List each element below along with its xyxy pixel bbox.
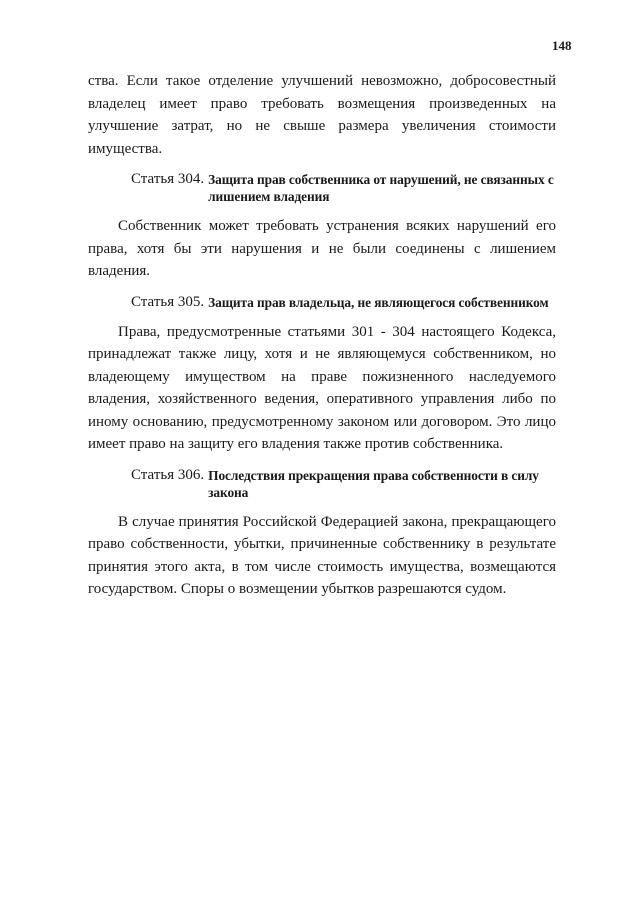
article-305-title: Защита прав владельца, не являющегося собственником (208, 294, 549, 310)
article-306-title: Последствия прекращения права собственности в силу закона (208, 467, 539, 500)
article-305-text: Права, предусмотренные статьями 301 - 304 настоящего Кодекса, принадлежат также лицу, хотя и не являющемуся собственником, но владеющему имуществом на праве пожизненного наследуемого владения, хозяйственного ведения, оперативного управления либо по иному основанию, предусмотренному законом или договором. Это лицо имеет право на защиту его владения также против собственника. (88, 323, 556, 452)
article-305-label: Статья 305. (131, 293, 205, 310)
article-304-title: Защита прав собственника от нарушений, не связанных с лишением владения (208, 172, 554, 204)
article-305-heading (88, 294, 556, 311)
page-number: 148 (552, 38, 572, 53)
continuation-paragraph: ства. Если такое отделение улучшений невозможно, добросовестный владелец имеет право требовать возмещения произведенных на улучшение затрат, но не свыше размера увеличения стоимости имущества. (88, 73, 556, 157)
article-306-text: В случае принятия Российской Федерацией закона, прекращающего право собственности, убытки, причиненные собственнику в результате принятия этого акта, в том числе стоимость имущества, возмещаются государством. Споры о возмещении убытков разрешаются судом. (88, 513, 556, 597)
article-304-heading (88, 171, 556, 205)
article-306-heading (88, 467, 556, 501)
article-304-text: Собственник может требовать устранения всяких нарушений его права, хотя бы эти нарушения и не были соединены с лишением владения. (88, 218, 556, 279)
article-304-label: Статья 304. (131, 171, 205, 187)
article-306-label: Статья 306. (131, 466, 205, 483)
page-content (88, 70, 556, 601)
